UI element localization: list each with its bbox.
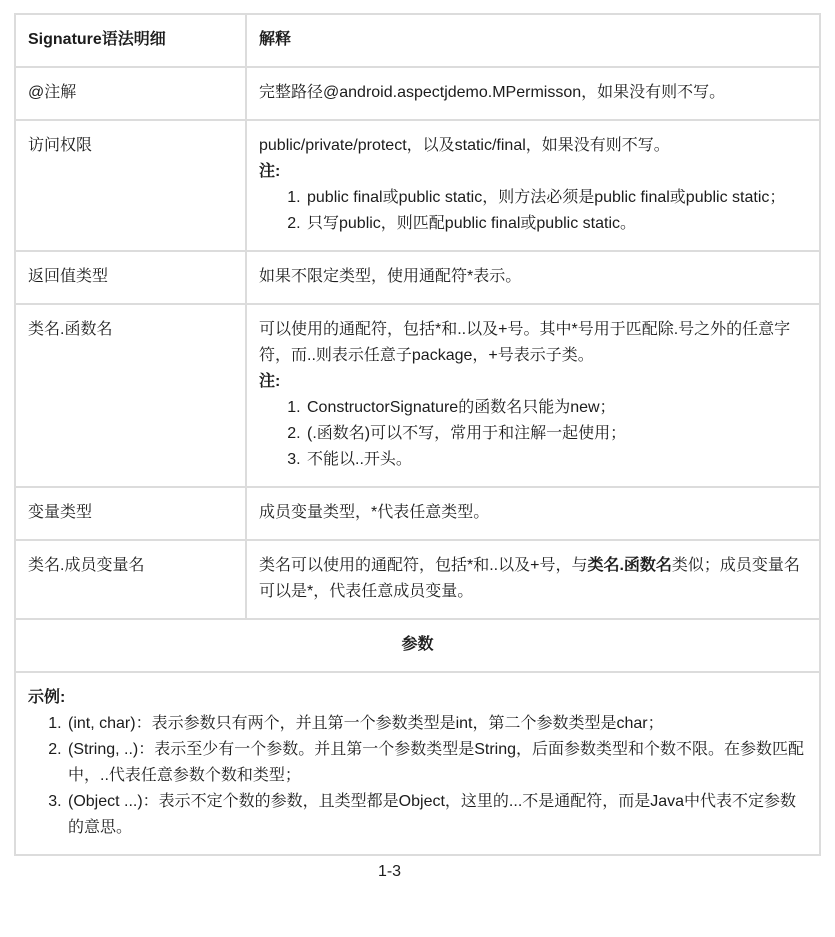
table-row-annotation [15,67,820,120]
desc-text: 可以使用的通配符，包括*和..以及+号。其中*号用于匹配除.号之外的任意字符，而..则表示任意子package，+号表示子类。 [259,321,791,364]
section-title: 参数 [15,619,820,672]
page-number: 1-3 [377,863,402,880]
column-header-term: Signature语法明细 [15,14,246,67]
note-item: 2. 只写public，则匹配public final或public static。 [305,211,807,237]
desc-cell [246,251,820,304]
example-item: 2. (String, ..)：表示至少有一个参数。并且第一个参数类型是String，后面参数类型和个数不限。在参数匹配中，..代表任意参数个数和类型； [66,737,807,789]
term-cell: 变量类型 [15,487,246,540]
desc-text: public/private/protect，以及static/final，如果没有则不写。 [259,137,670,154]
table-row-classname-methodname [15,304,820,487]
term-cell: @注解 [15,67,246,120]
section-row-parameters [15,619,820,672]
desc-cell [246,487,820,540]
note-item: 1. public final或public static，则方法必须是public final或public static； [305,185,807,211]
term-cell: 类名.函数名 [15,304,246,487]
desc-text-bold: 类名.函数名 [587,557,672,574]
signature-syntax-table [14,13,821,856]
term-cell: 返回值类型 [15,251,246,304]
header-row [15,14,820,67]
desc-text: 完整路径@android.aspectjdemo.MPermisson，如果没有则不写。 [259,84,726,101]
example-list [28,711,807,841]
desc-text-after: 类似；成员变量名可以是*，代表任意成员变量。 [259,557,800,600]
note-label: 注: [259,163,281,180]
note-item: 3. 不能以..开头。 [305,447,807,473]
desc-cell [246,67,820,120]
example-item: 1. (int, char)：表示参数只有两个，并且第一个参数类型是int，第二个参数类型是char； [66,711,807,737]
table-row-classname-fieldname [15,540,820,619]
desc-text: 成员变量类型，*代表任意类型。 [259,504,490,521]
example-row [15,672,820,855]
term-cell: 类名.成员变量名 [15,540,246,619]
desc-text: 如果不限定类型，使用通配符*表示。 [259,268,522,285]
note-list [259,395,807,473]
desc-text [259,553,807,605]
term-cell: 访问权限 [15,120,246,251]
note-list [259,185,807,237]
desc-cell [246,120,820,251]
desc-cell [246,540,820,619]
column-header-explanation: 解释 [246,14,820,67]
note-label: 注: [259,373,281,390]
desc-cell [246,304,820,487]
example-cell [15,672,820,855]
note-item: 1. ConstructorSignature的函数名只能为new； [305,395,807,421]
table-row-access-modifier [15,120,820,251]
table-row-variable-type [15,487,820,540]
desc-text-before: 类名可以使用的通配符，包括*和..以及+号，与 [259,557,588,574]
example-label: 示例: [28,689,66,706]
example-item: 3. (Object ...)：表示不定个数的参数，且类型都是Object，这里的...不是通配符，而是Java中代表不定参数的意思。 [66,789,807,841]
note-item: 2. (.函数名)可以不写，常用于和注解一起使用； [305,421,807,447]
table-row-return-type [15,251,820,304]
